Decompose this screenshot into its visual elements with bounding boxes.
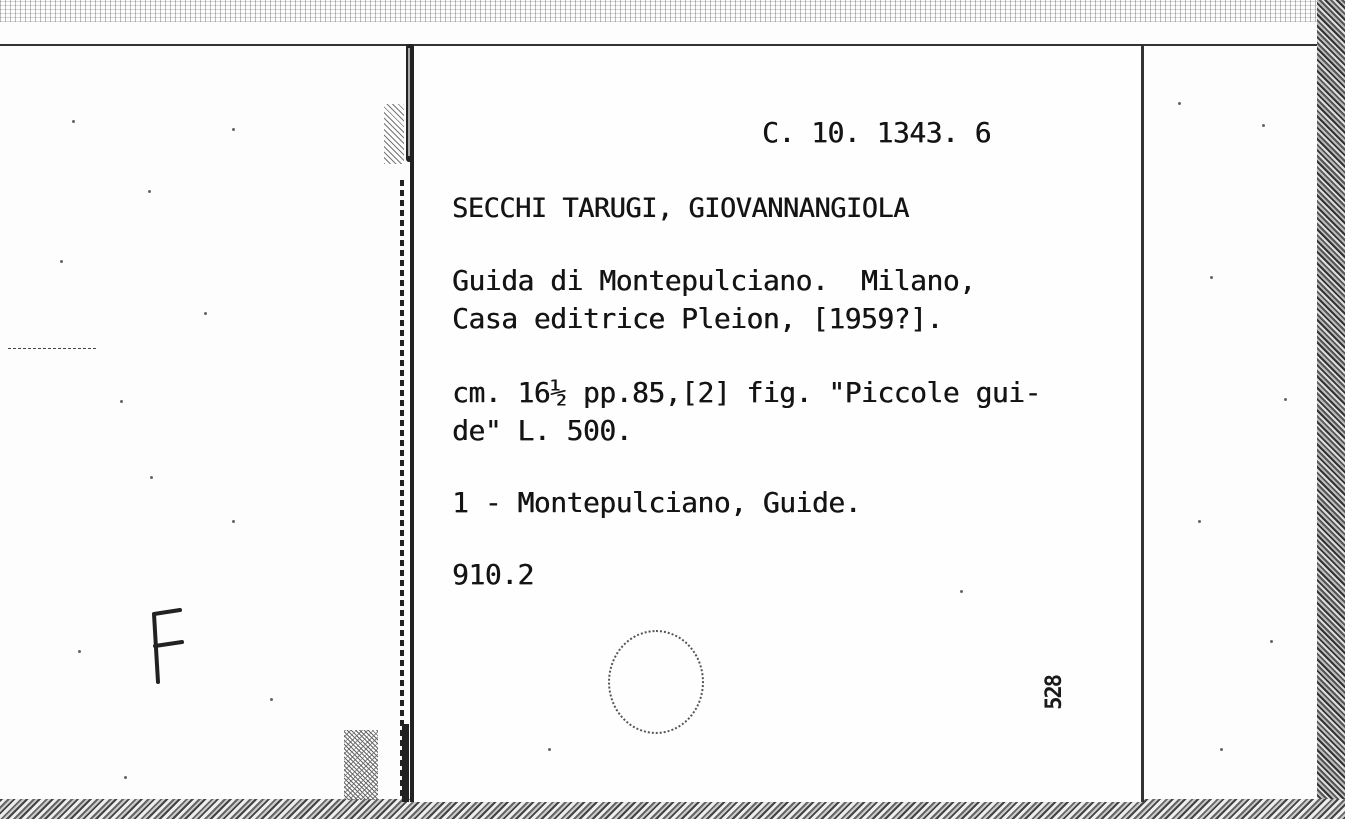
strip-edge [400,180,404,800]
scan-bottom-edge [0,799,1345,819]
speck [1270,640,1273,643]
collation-line-1: cm. 16½ pp.85,[2] fig. "Piccole gui- [452,376,1041,409]
speck [960,590,963,593]
speck [148,190,151,193]
call-number: C. 10. 1343. 6 [762,116,992,149]
speck [1210,276,1213,279]
clip-bottom [344,724,414,802]
speck [120,400,123,403]
title-line-2: Casa editrice Pleion, [1959?]. [452,302,943,335]
speck [1284,398,1287,401]
title-line-1: Guida di Montepulciano. Milano, [452,264,976,297]
speck [1178,102,1181,105]
speck [232,128,235,131]
speck [232,520,235,523]
speck [72,120,75,123]
scan-right-edge [1317,0,1345,819]
speck [270,698,273,701]
author-heading: SECCHI TARUGI, GIOVANNANGIOLA [452,193,909,224]
handwritten-letter-mark [146,606,190,686]
speck [1220,748,1223,751]
speck [124,776,127,779]
speck [60,260,63,263]
classification-number: 910.2 [452,558,534,591]
speck [1262,124,1265,127]
speck [1198,520,1201,523]
scan-top-edge [0,0,1320,22]
speck [150,476,153,479]
speck [204,312,207,315]
collation-line-2: de" L. 500. [452,414,632,447]
speck [548,748,551,751]
catalog-card [410,46,1144,802]
subject-heading: 1 - Montepulciano, Guide. [452,486,861,519]
punch-hole [608,630,704,734]
speck [78,650,81,653]
margin-dash [8,348,96,349]
stamp-number: 528 [1041,676,1067,710]
